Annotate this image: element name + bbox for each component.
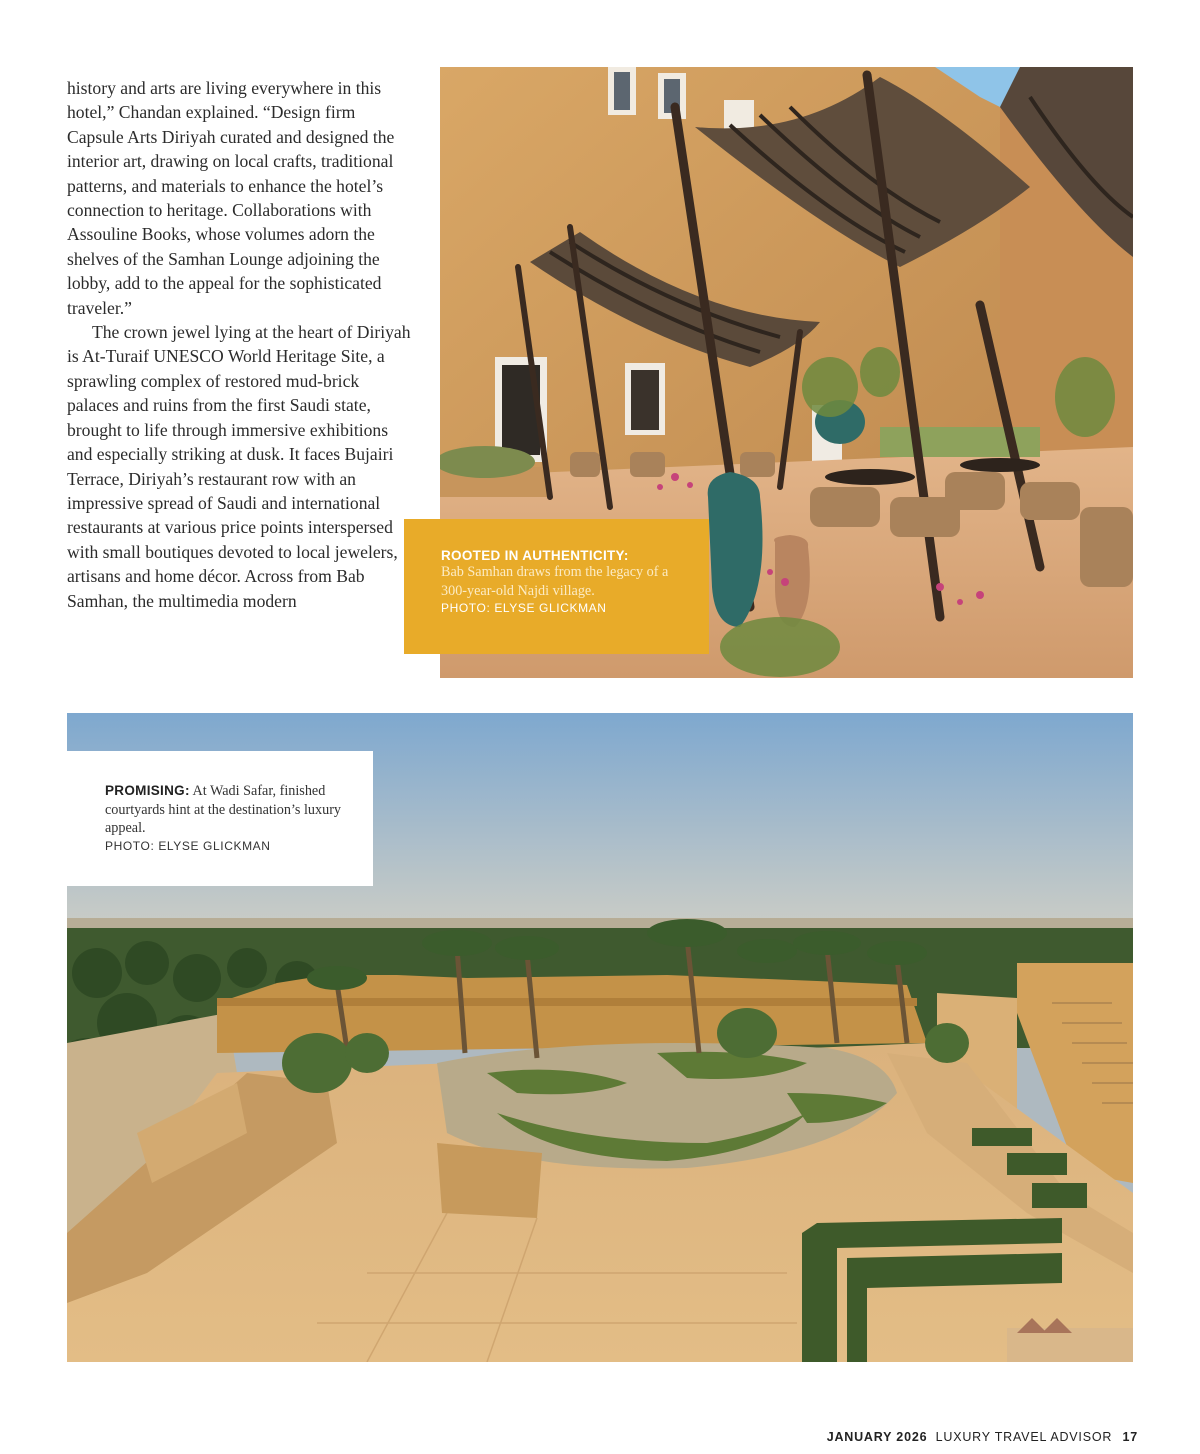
magazine-name: LUXURY TRAVEL ADVISOR [935, 1430, 1113, 1444]
article-body [67, 76, 412, 613]
courtyard-caption [404, 519, 709, 654]
panorama-caption [67, 751, 373, 886]
panorama-caption-body [105, 782, 353, 838]
courtyard-photo-credit: PHOTO: ELYSE GLICKMAN [441, 601, 607, 615]
page-footer [827, 1430, 1138, 1444]
panorama-caption-label: PROMISING: [105, 783, 190, 798]
courtyard-caption-text: Bab Samhan draws from the legacy of a 300-year-old Najdi village. [441, 564, 669, 599]
article-paragraph-1: history and arts are living everywhere in this hotel,” Chandan explained. “Design firm Capsule Arts Diriyah curated and designed the interior art, drawing on local crafts, traditional patterns, and materials to enhance the hotel’s connection to heritage. Collaborations with Assouline Books, whose volumes adorn the shelves of the Samhan Lounge adjoining the lobby, add to the appeal for the sophisticated traveler.” [67, 78, 395, 318]
issue-date: JANUARY 2026 [826, 1430, 928, 1444]
panorama-caption-text: At Wadi Safar, finished courtyards hint at the destination’s luxury appeal. [105, 783, 342, 836]
article-paragraph-2: The crown jewel lying at the heart of Diriyah is At-Turaif UNESCO World Heritage Site, a sprawling complex of restored mud-brick palaces and ruins from the first Saudi state, brought to life through immersive exhibitions and especially striking at dusk. It faces Bujairi Terrace, Diriyah’s restaurant row with an impressive spread of Saudi and international restaurants at various price points interspersed with small boutiques devoted to local jewelers, artisans and home décor. Across from Bab Samhan, the multimedia modern [67, 322, 411, 611]
panorama-photo-credit: PHOTO: ELYSE GLICKMAN [105, 838, 271, 853]
page-number: 17 [1122, 1430, 1138, 1444]
courtyard-caption-label: ROOTED IN AUTHENTICITY: [441, 548, 629, 563]
